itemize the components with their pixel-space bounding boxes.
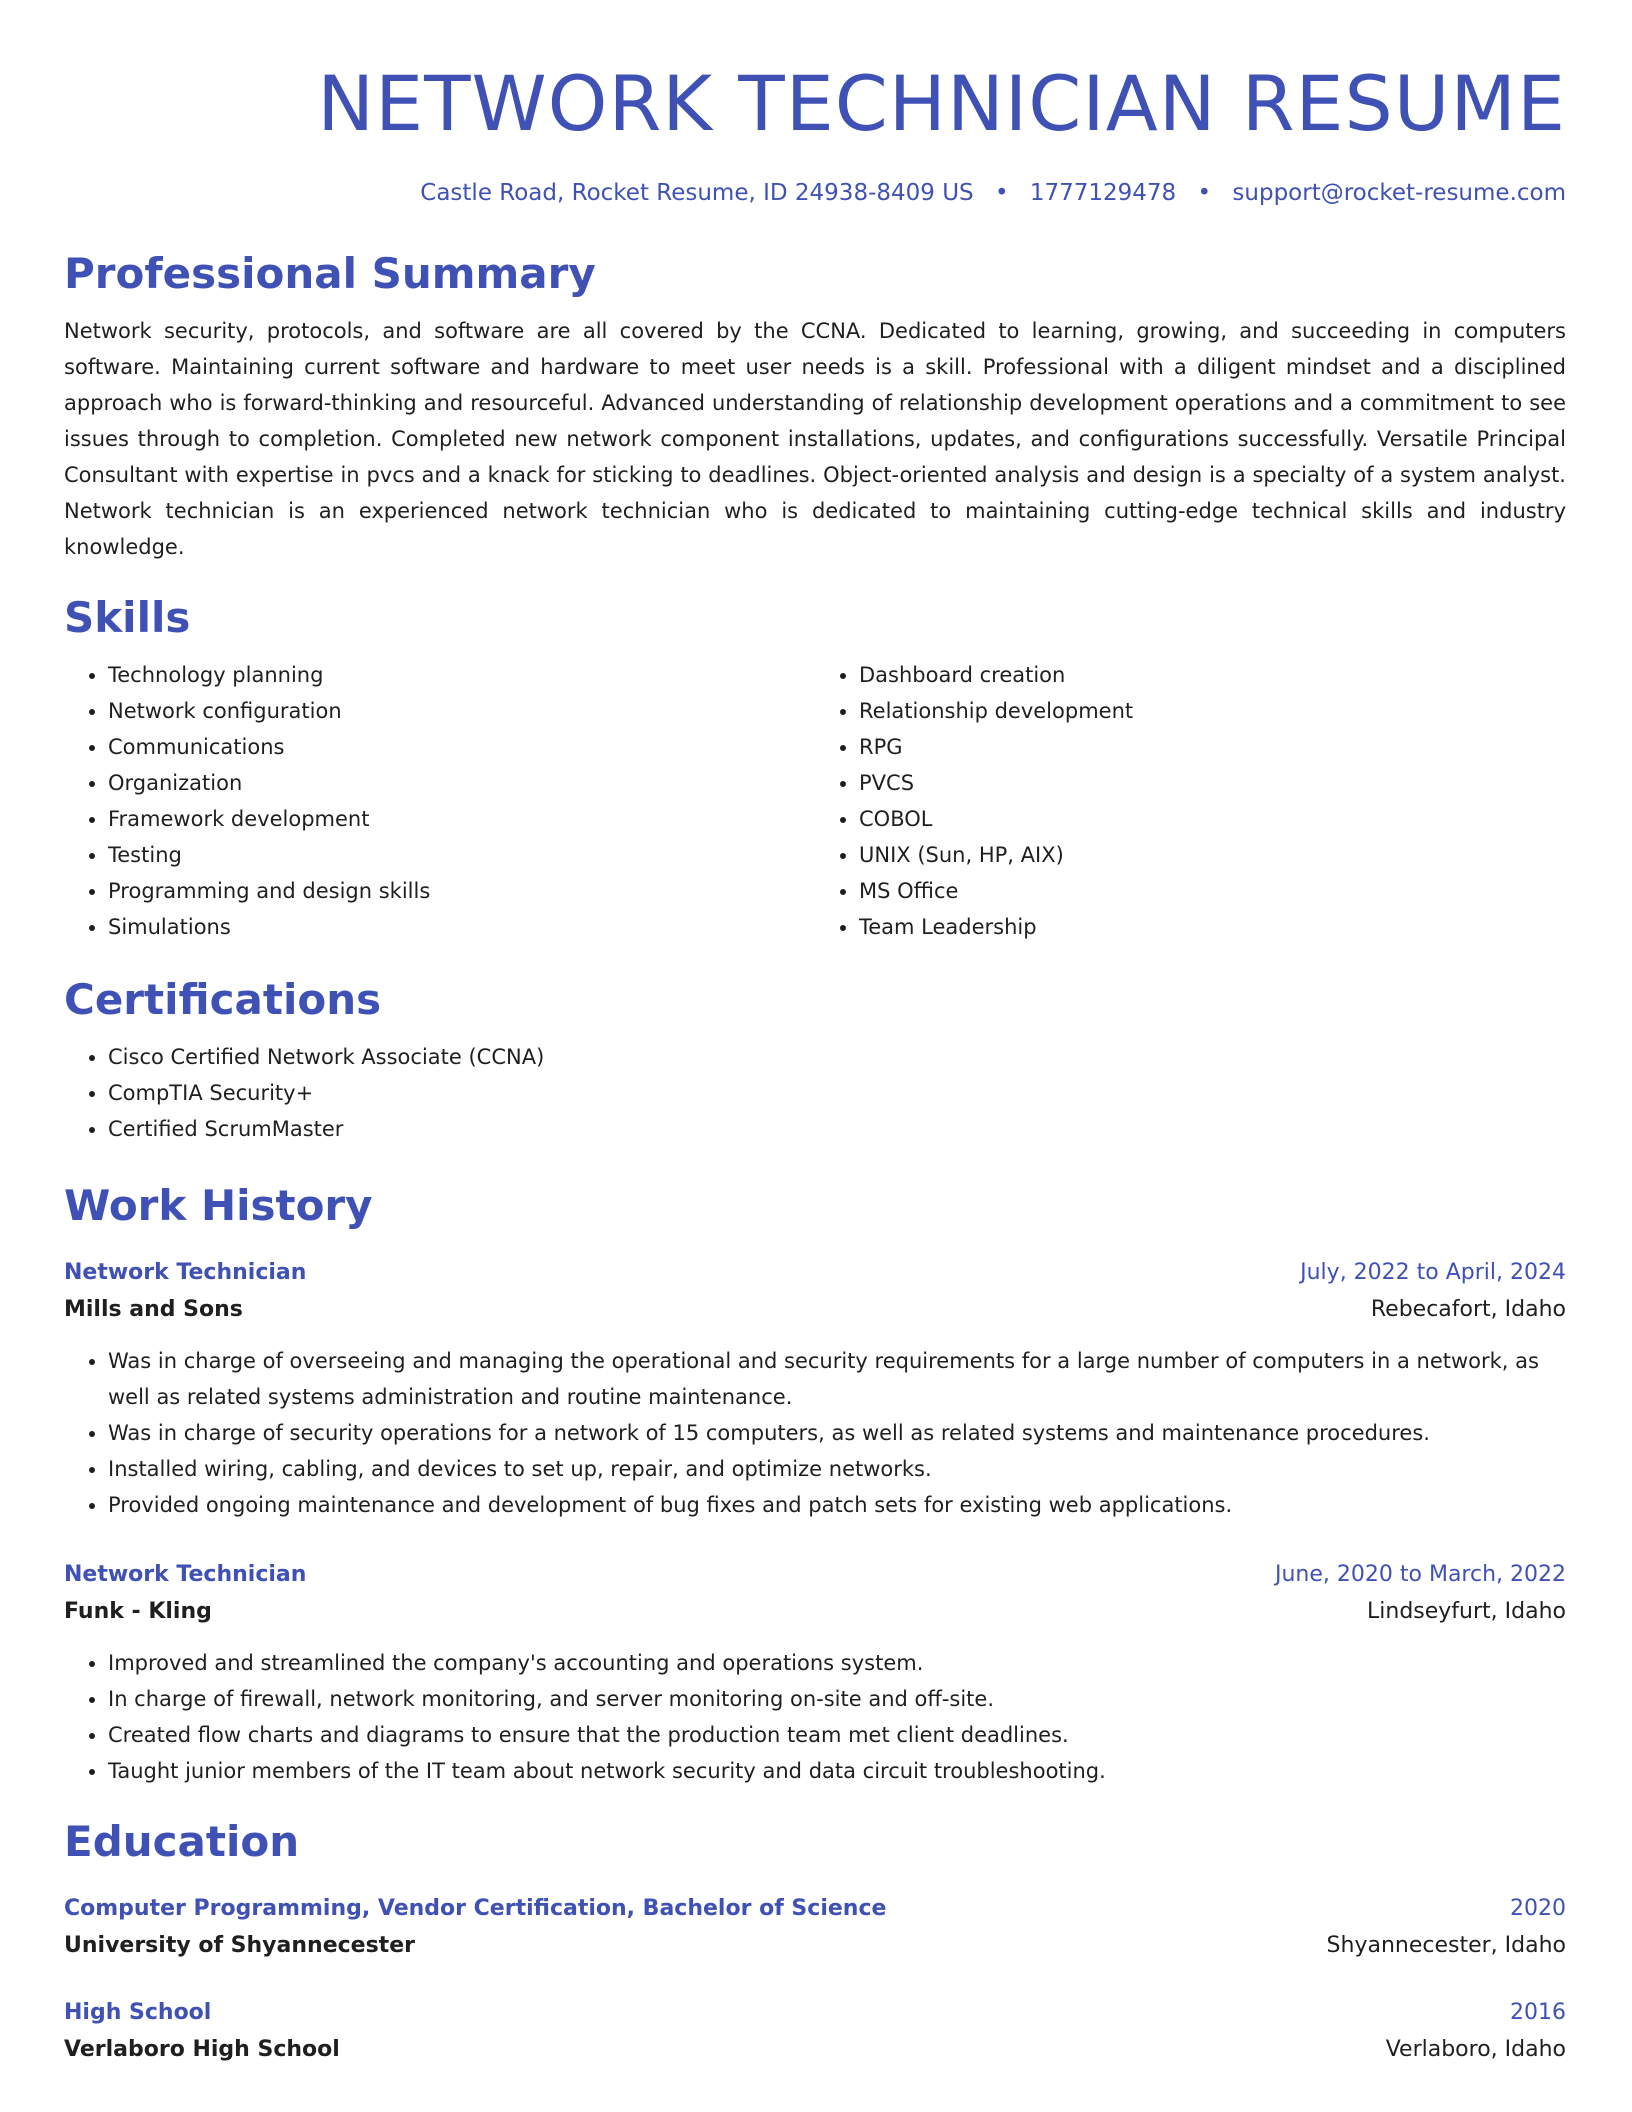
job-company: Mills and Sons bbox=[64, 1297, 243, 1322]
skill-item: • Testing bbox=[108, 837, 815, 873]
skills-list-right bbox=[815, 657, 1566, 945]
education-school: University of Shyannecester bbox=[64, 1933, 415, 1958]
skill-item: • Programming and design skills bbox=[108, 873, 815, 909]
job-company-row bbox=[64, 1291, 1566, 1329]
education-header-row bbox=[64, 1891, 1566, 1927]
skill-item: • MS Office bbox=[859, 873, 1566, 909]
job-dates: June, 2020 to March, 2022 bbox=[1275, 1562, 1566, 1587]
job-header-row bbox=[64, 1557, 1566, 1593]
education-school-row bbox=[64, 2031, 1566, 2069]
skill-item: • UNIX (Sun, HP, AIX) bbox=[859, 837, 1566, 873]
education-location: Shyannecester, Idaho bbox=[1326, 1933, 1566, 1958]
resume-page bbox=[64, 0, 1566, 2069]
job-entry bbox=[64, 1557, 1566, 1789]
job-location: Rebecafort, Idaho bbox=[1370, 1297, 1566, 1322]
skill-item: • Network configuration bbox=[108, 693, 815, 729]
certifications-heading: Certifications bbox=[64, 975, 382, 1024]
skills-heading: Skills bbox=[64, 593, 191, 642]
job-entry bbox=[64, 1255, 1566, 1523]
job-role: Network Technician bbox=[64, 1260, 307, 1285]
work-history-heading: Work History bbox=[64, 1181, 373, 1230]
skill-item: • Dashboard creation bbox=[859, 657, 1566, 693]
skill-item: • Relationship development bbox=[859, 693, 1566, 729]
skill-item: • Organization bbox=[108, 765, 815, 801]
education-entry bbox=[64, 1891, 1566, 1965]
education-school-row bbox=[64, 1927, 1566, 1965]
contact-line bbox=[64, 179, 1566, 207]
contact-separator: • bbox=[994, 180, 1009, 206]
skill-item: • Technology planning bbox=[108, 657, 815, 693]
summary-text: Network security, protocols, and software are all covered by the CCNA. Dedicated to learning, growing, and succeeding in computers software. Maintaining current software and hardware to meet user needs is a skill. Professional with a diligent mindset and a disciplined approach who is forward-thinking and resourceful. Advanced understanding of relationship development operations and a commitment to see issues through to completion. Completed new network component installations, updates, and configurations successfully. Versatile Principal Consultant with expertise in pvcs and a knack for sticking to deadlines. Object-oriented analysis and design is a specialty of a system analyst. Network technician is an experienced network technician who is dedicated to maintaining cutting-edge technical skills and industry knowledge. bbox=[64, 319, 1566, 559]
job-bullet: • Was in charge of overseeing and managing the operational and security requirements for a large number of computers in a network, as well as related systems administration and routine maintenance. bbox=[108, 1343, 1566, 1415]
skill-item: • COBOL bbox=[859, 801, 1566, 837]
job-bullet: • Was in charge of security operations for a network of 15 computers, as well as related systems and maintenance procedures. bbox=[108, 1415, 1566, 1451]
education-location: Verlaboro, Idaho bbox=[1385, 2037, 1566, 2062]
skill-item: • PVCS bbox=[859, 765, 1566, 801]
summary-heading: Professional Summary bbox=[64, 249, 596, 298]
job-dates: July, 2022 to April, 2024 bbox=[1300, 1260, 1566, 1285]
education-entry bbox=[64, 1995, 1566, 2069]
skill-item: • Framework development bbox=[108, 801, 815, 837]
job-bullets bbox=[64, 1645, 1566, 1789]
job-location: Lindseyfurt, Idaho bbox=[1367, 1599, 1566, 1624]
certifications-list bbox=[64, 1039, 1566, 1147]
education-year: 2016 bbox=[1510, 2000, 1566, 2025]
job-company-row bbox=[64, 1593, 1566, 1631]
contact-email[interactable]: support@rocket-resume.com bbox=[1232, 180, 1566, 206]
job-role: Network Technician bbox=[64, 1562, 307, 1587]
job-bullet: • Taught junior members of the IT team about network security and data circuit troubleshooting. bbox=[108, 1753, 1566, 1789]
job-bullets bbox=[64, 1343, 1566, 1523]
education-header-row bbox=[64, 1995, 1566, 2031]
education-degree: Computer Programming, Vendor Certification, Bachelor of Science bbox=[64, 1896, 887, 1921]
certification-item: • Cisco Certified Network Associate (CCNA) bbox=[108, 1039, 1566, 1075]
skills-columns bbox=[64, 657, 1566, 945]
education-degree: High School bbox=[64, 2000, 212, 2025]
education-year: 2020 bbox=[1510, 1896, 1566, 1921]
job-bullet: • Provided ongoing maintenance and development of bug fixes and patch sets for existing web applications. bbox=[108, 1487, 1566, 1523]
job-bullet: • Improved and streamlined the company's accounting and operations system. bbox=[108, 1645, 1566, 1681]
contact-separator: • bbox=[1197, 180, 1212, 206]
certification-item: • CompTIA Security+ bbox=[108, 1075, 1566, 1111]
education-heading: Education bbox=[64, 1817, 300, 1866]
skill-item: • Simulations bbox=[108, 909, 815, 945]
education-school: Verlaboro High School bbox=[64, 2037, 340, 2062]
skills-list-left bbox=[64, 657, 815, 945]
job-company: Funk - Kling bbox=[64, 1599, 212, 1624]
contact-phone: 1777129478 bbox=[1029, 180, 1177, 206]
contact-address: Castle Road, Rocket Resume, ID 24938-8409 US bbox=[420, 180, 974, 206]
skill-item: • Team Leadership bbox=[859, 909, 1566, 945]
skill-item: • Communications bbox=[108, 729, 815, 765]
job-bullet: • Created flow charts and diagrams to ensure that the production team met client deadlines. bbox=[108, 1717, 1566, 1753]
resume-title: NETWORK TECHNICIAN RESUME bbox=[317, 59, 1566, 148]
job-bullet: • Installed wiring, cabling, and devices to set up, repair, and optimize networks. bbox=[108, 1451, 1566, 1487]
certification-item: • Certified ScrumMaster bbox=[108, 1111, 1566, 1147]
skill-item: • RPG bbox=[859, 729, 1566, 765]
job-header-row bbox=[64, 1255, 1566, 1291]
job-bullet: • In charge of firewall, network monitoring, and server monitoring on-site and off-site. bbox=[108, 1681, 1566, 1717]
